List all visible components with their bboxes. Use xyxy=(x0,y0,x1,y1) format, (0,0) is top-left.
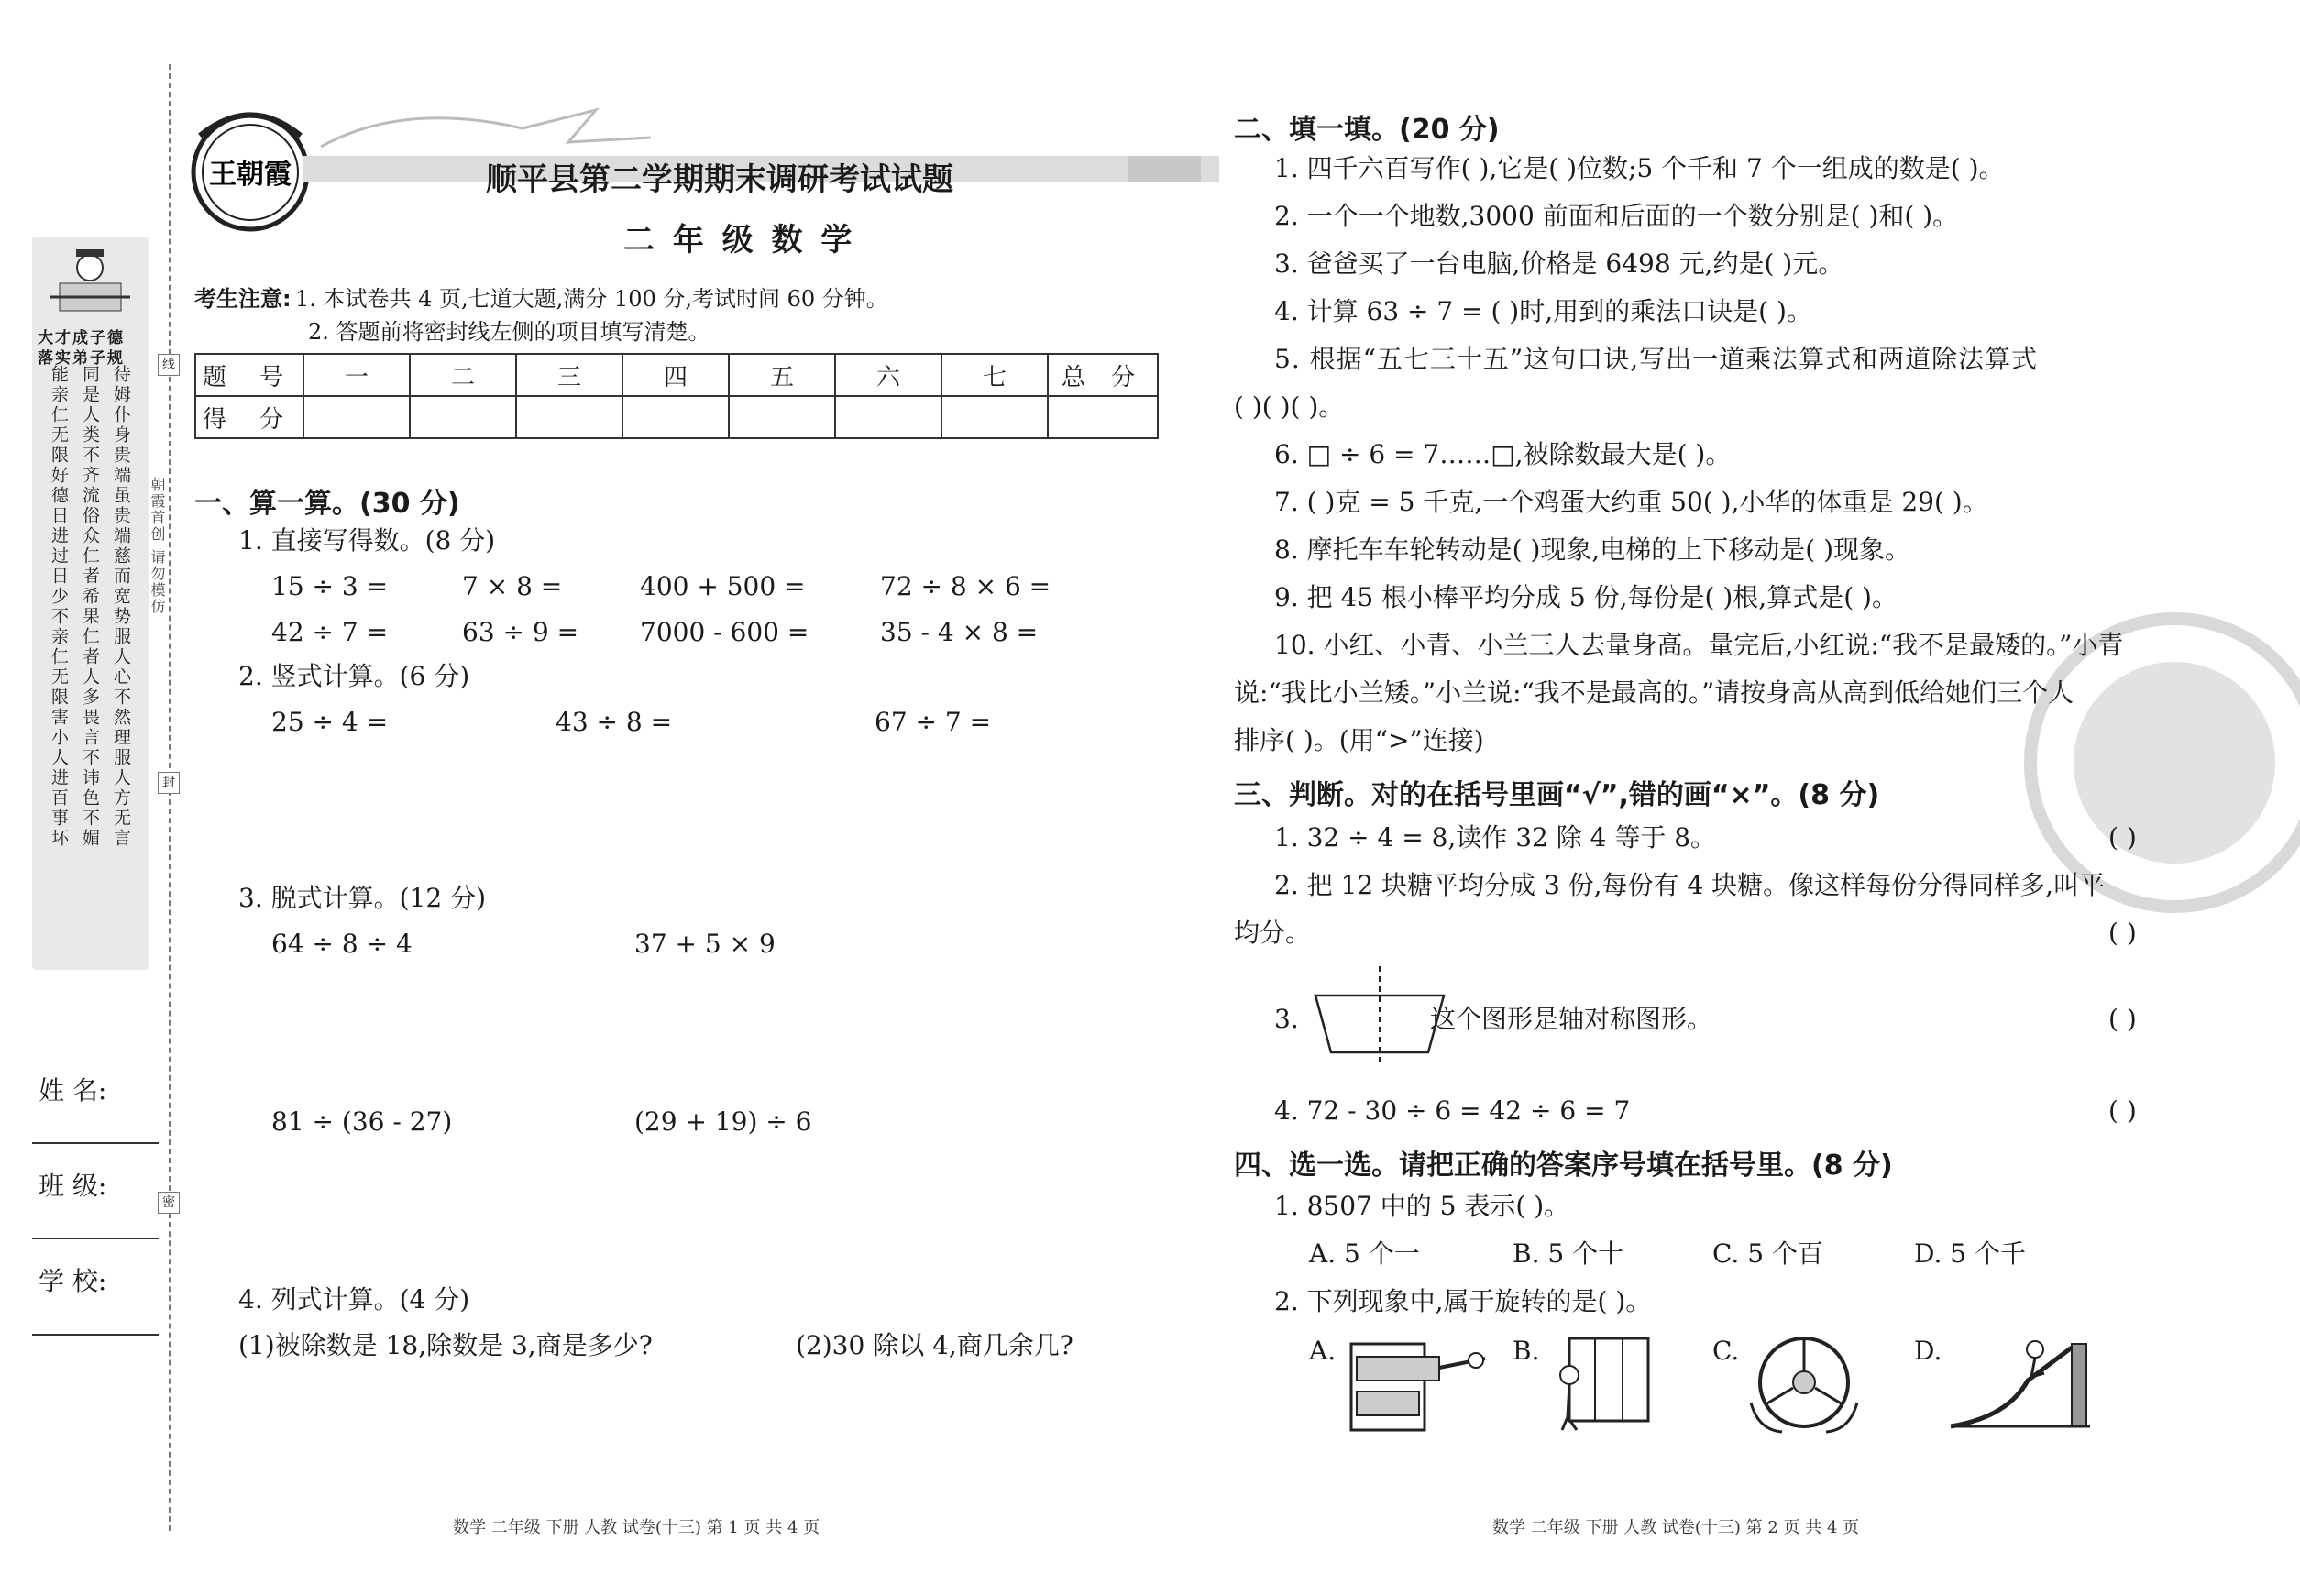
q2-expr: 43 ÷ 8 = xyxy=(556,707,673,737)
score-header-cell: 二 xyxy=(410,354,516,396)
q1-expr: 63 ÷ 9 = xyxy=(462,617,579,647)
choice-item-1: 1. 8507 中的 5 表示( )。 xyxy=(1274,1191,1570,1221)
footer-right: 数学 二年级 下册 人教 试卷(十三) 第 2 页 共 4 页 xyxy=(1492,1518,1860,1537)
judge-item-4: 4. 72 - 30 ÷ 6 = 42 ÷ 6 = 7 xyxy=(1274,1095,1631,1126)
footer-left: 数学 二年级 下册 人教 试卷(十三) 第 1 页 共 4 页 xyxy=(453,1518,820,1537)
school-label: 学 校: xyxy=(39,1266,107,1296)
score-input-cell[interactable] xyxy=(835,396,941,438)
seal-mark-xian: 线 xyxy=(158,354,180,376)
choice-option[interactable]: B. xyxy=(1513,1336,1540,1366)
score-table-score-row xyxy=(195,396,1158,438)
score-input-cell[interactable] xyxy=(1048,396,1158,438)
notice-label: 考生注意: xyxy=(194,286,292,312)
seal-mark-feng: 封 xyxy=(158,772,180,794)
q1-expr: 15 ÷ 3 = xyxy=(271,571,389,601)
drawer-pull-picture-icon xyxy=(1348,1335,1494,1436)
choice-option[interactable]: A. xyxy=(1309,1336,1337,1366)
name-label: 姓 名: xyxy=(39,1075,107,1106)
fill-item-3: 3. 爸爸买了一台电脑,价格是 6498 元,约是( )元。 xyxy=(1274,248,1844,279)
school-input-line[interactable] xyxy=(32,1334,159,1336)
motto-line-1: 大才成子德 xyxy=(38,329,125,347)
exam-title: 顺平县第二学期期末调研考试试题 xyxy=(486,161,953,198)
q2-expr: 25 ÷ 4 = xyxy=(271,707,389,737)
section4-title: 四、选一选。请把正确的答案序号填在括号里。(8 分) xyxy=(1234,1150,1893,1182)
score-header-cell: 七 xyxy=(941,354,1048,396)
fill-item-2: 2. 一个一个地数,3000 前面和后面的一个数分别是( )和( )。 xyxy=(1274,201,1959,231)
choice-option[interactable]: A. 5 个一 xyxy=(1309,1238,1420,1269)
score-header-cell: 四 xyxy=(622,354,729,396)
score-input-cell[interactable] xyxy=(941,396,1048,438)
motto-column-1: 待姆仆身贵端虽贵端慈而宽势服人心不然理服人方无言 xyxy=(111,365,131,849)
notice-line-2: 2. 答题前将密封线左侧的项目填写清楚。 xyxy=(308,319,710,345)
choice-option[interactable]: C. 5 个百 xyxy=(1712,1238,1823,1269)
score-header-cell: 一 xyxy=(303,354,410,396)
name-input-line[interactable] xyxy=(32,1142,159,1144)
score-input-cell[interactable] xyxy=(622,396,729,438)
window-push-picture-icon xyxy=(1547,1329,1657,1439)
judge-item-1: 1. 32 ÷ 4 = 8,读作 32 除 4 等于 8。 xyxy=(1274,822,1717,853)
seal-mark-mi: 密 xyxy=(158,1192,180,1214)
judge-item-2: 2. 把 12 块糖平均分成 3 份,每份有 4 块糖。像这样每份分得同样多,叫平 xyxy=(1274,870,2106,900)
q1-expr: 7 × 8 = xyxy=(462,571,563,601)
q1-title: 1. 直接写得数。(8 分) xyxy=(238,525,496,556)
q1-expr: 7000 - 600 = xyxy=(640,617,809,647)
fill-item-7: 7. ( )克 = 5 千克,一个鸡蛋大约重 50( ),小华的体重是 29( )。 xyxy=(1274,487,1988,517)
q4-part-a: (1)被除数是 18,除数是 3,商是多少? xyxy=(238,1330,653,1360)
judge-bracket-3[interactable]: ( ) xyxy=(2108,1004,2137,1034)
q3-expr: 81 ÷ (36 - 27) xyxy=(271,1106,453,1137)
choice-option[interactable]: C. xyxy=(1712,1336,1740,1366)
q1-expr: 72 ÷ 8 × 6 = xyxy=(880,571,1051,601)
motto-column-3: 能亲仁无限好德日进过日少不亲仁无限害小人进百事坏 xyxy=(49,365,69,849)
judge-bracket-1[interactable]: ( ) xyxy=(2108,822,2137,853)
score-input-cell[interactable] xyxy=(729,396,835,438)
scholar-figure-icon xyxy=(32,242,149,325)
choice-item-2: 2. 下列现象中,属于旋转的是( )。 xyxy=(1274,1286,1652,1316)
fill-item-6: 6. □ ÷ 6 = 7……□,被除数最大是( )。 xyxy=(1274,439,1732,469)
score-header-cell: 题 号 xyxy=(195,354,303,396)
judge-item-2-line2: 均分。 xyxy=(1234,918,1312,948)
section3-title: 三、判断。对的在括号里画“√”,错的画“×”。(8 分) xyxy=(1234,779,1880,811)
choice-option[interactable]: D. xyxy=(1914,1336,1942,1366)
q2-expr: 67 ÷ 7 = xyxy=(875,707,992,737)
q4-part-b: (2)30 除以 4,商几余几? xyxy=(796,1330,1073,1360)
fill-item-10: 10. 小红、小青、小兰三人去量身高。量完后,小红说:“我不是最矮的。”小青 xyxy=(1274,630,2124,660)
trapezoid-figure-icon xyxy=(1311,964,1448,1065)
fill-item-5-answers: ( )( )( )。 xyxy=(1234,391,1345,422)
seal-text: 朝霞首创 请勿模仿 xyxy=(149,477,166,616)
score-input-cell[interactable] xyxy=(303,396,410,438)
score-input-cell[interactable] xyxy=(516,396,622,438)
q1-expr: 35 - 4 × 8 = xyxy=(880,617,1039,647)
motto-column-2: 同是人类不齐流俗众仁者希果仁者人多畏言不讳色不媚 xyxy=(80,365,100,849)
seal-line xyxy=(169,64,171,1531)
choice-option[interactable]: D. 5 个千 xyxy=(1914,1238,2026,1269)
judge-item-3: 这个图形是轴对称图形。 xyxy=(1430,1004,1713,1034)
q2-title: 2. 竖式计算。(6 分) xyxy=(238,661,470,691)
section2-title: 二、填一填。(20 分) xyxy=(1234,114,1500,146)
q1-expr: 400 + 500 = xyxy=(640,571,806,601)
score-table-header-row xyxy=(195,354,1158,396)
fill-item-8: 8. 摩托车车轮转动是( )现象,电梯的上下移动是( )现象。 xyxy=(1274,534,1911,565)
q3-expr: 64 ÷ 8 ÷ 4 xyxy=(271,929,413,959)
q3-expr: (29 + 19) ÷ 6 xyxy=(634,1106,812,1137)
class-label: 班 级: xyxy=(39,1171,107,1201)
score-header-cell: 三 xyxy=(516,354,622,396)
steering-wheel-picture-icon xyxy=(1742,1329,1861,1439)
fill-item-9: 9. 把 45 根小棒平均分成 5 份,每份是( )根,算式是( )。 xyxy=(1274,582,1898,612)
fill-item-10-line3: 排序( )。(用“>”连接) xyxy=(1234,725,1484,755)
score-table xyxy=(194,353,1159,439)
judge-item-3-number: 3. xyxy=(1274,1004,1299,1034)
svg-text:王朝霞: 王朝霞 xyxy=(209,159,292,191)
notice-line-1: 1. 本试卷共 4 页,七道大题,满分 100 分,考试时间 60 分钟。 xyxy=(295,286,888,312)
judge-bracket-2[interactable]: ( ) xyxy=(2108,918,2137,948)
motto-panel xyxy=(32,237,149,970)
q1-expr: 42 ÷ 7 = xyxy=(271,617,389,647)
score-header-cell: 六 xyxy=(835,354,941,396)
fill-item-10-line2: 说:“我比小兰矮。”小兰说:“我不是最高的。”请按身高从高到低给她们三个人 xyxy=(1234,677,2074,708)
fill-item-5: 5. 根据“五七三十五”这句口诀,写出一道乘法算式和两道除法算式 xyxy=(1274,344,2039,374)
judge-bracket-4[interactable]: ( ) xyxy=(2108,1095,2137,1126)
slide-picture-icon xyxy=(1943,1326,2099,1436)
section1-title: 一、算一算。(30 分) xyxy=(194,488,460,520)
q3-title: 3. 脱式计算。(12 分) xyxy=(238,883,486,913)
class-input-line[interactable] xyxy=(32,1238,159,1239)
score-header-cell: 五 xyxy=(729,354,835,396)
exam-subtitle: 二 年 级 数 学 xyxy=(623,222,856,259)
choice-option[interactable]: B. 5 个十 xyxy=(1513,1238,1624,1269)
q3-expr: 37 + 5 × 9 xyxy=(634,929,776,959)
score-header-cell: 总 分 xyxy=(1048,354,1158,396)
score-input-cell[interactable] xyxy=(410,396,516,438)
fill-item-1: 1. 四千六百写作( ),它是( )位数;5 个千和 7 个一组成的数是( )。 xyxy=(1274,153,2005,183)
q4-title: 4. 列式计算。(4 分) xyxy=(238,1284,470,1315)
score-row-label: 得 分 xyxy=(195,396,303,438)
fill-item-4: 4. 计算 63 ÷ 7 = ( )时,用到的乘法口诀是( )。 xyxy=(1274,296,1812,326)
motto-line-2: 落实弟子规 xyxy=(38,349,125,368)
